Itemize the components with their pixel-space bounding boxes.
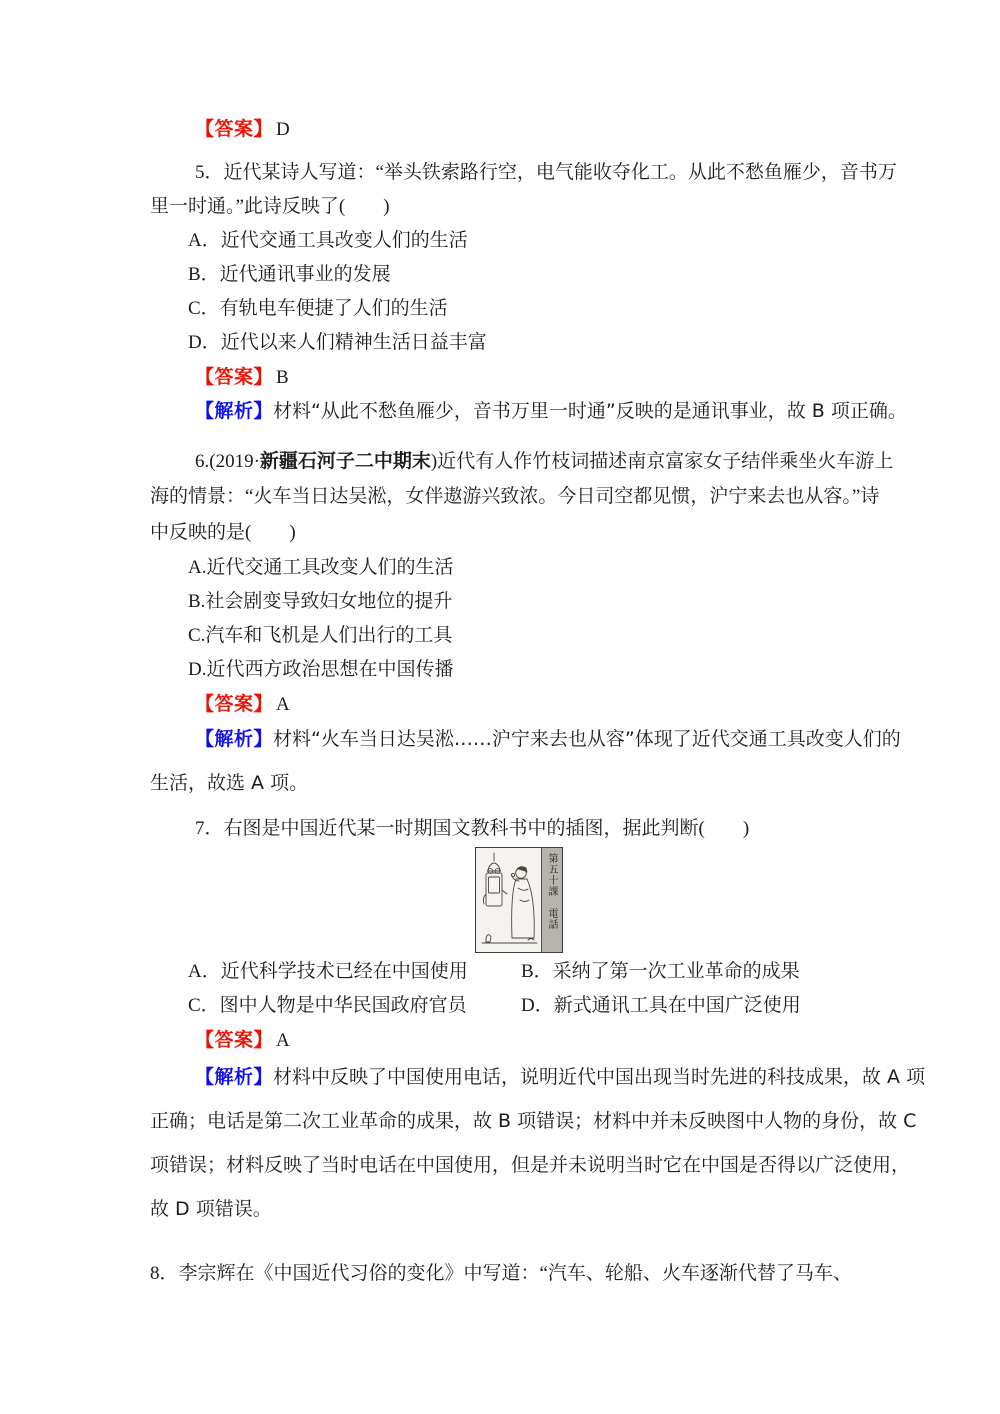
option-line: C.汽车和飞机是人们出行的工具 xyxy=(188,625,453,646)
telephone-sketch xyxy=(476,848,543,951)
textbook-illustration xyxy=(475,847,563,953)
question-6-prefix: 6.(2019· xyxy=(195,451,260,472)
option-line: B．采纳了第一次工业革命的成果 xyxy=(521,961,800,982)
answer-line-q7 xyxy=(150,1023,856,1057)
answer-value: B xyxy=(276,367,289,388)
analysis-text: 材料中反映了中国使用电话，说明近代中国出现当时先进的科技成果，故 A 项 xyxy=(273,1066,926,1088)
answer-label: 【答案】 xyxy=(195,693,274,715)
option-line: B.社会剧变导致妇女地位的提升 xyxy=(188,591,453,612)
analysis-text: 材料“火车当日达吴淞……沪宁来去也从容”体现了近代交通工具改变人们的 xyxy=(273,728,901,750)
question-5-line-1: 5．近代某诗人写道：“举头铁索路行空，电气能收夺化工。从此不愁鱼雁少，音书万 xyxy=(195,162,897,183)
question-5-paragraph xyxy=(150,156,897,224)
answer-line-q5 xyxy=(150,360,856,394)
answer-label: 【答案】 xyxy=(195,366,274,388)
answer-label: 【答案】 xyxy=(195,1029,274,1051)
analysis-7-paragraph xyxy=(150,1055,926,1231)
analysis-label: 【解析】 xyxy=(195,1066,274,1088)
analysis-text: 材料“从此不愁鱼雁少，音书万里一时通”反映的是通讯事业，故 B 项正确。 xyxy=(273,400,907,422)
option-line: B．近代通讯事业的发展 xyxy=(188,264,391,285)
question-6-line-1 xyxy=(150,443,894,479)
option-line: A．近代交通工具改变人们的生活 xyxy=(188,230,468,251)
answer-line-prev xyxy=(150,112,856,146)
question-6-paragraph xyxy=(150,443,894,551)
analysis-line: 正确；电话是第二次工业革命的成果，故 B 项错误；材料中并未反映图中人物的身份，故 C xyxy=(150,1110,917,1132)
option-row xyxy=(150,989,856,1023)
analysis-line xyxy=(150,394,907,428)
answer-value: A xyxy=(276,694,290,715)
analysis-6-paragraph xyxy=(150,717,901,805)
question-6-line-2: 海的情景：“火车当日达吴淞，女伴遨游兴致浓。今日司空都见惯，沪宁来去也从容。”诗 xyxy=(150,486,880,507)
answer-line-q6 xyxy=(150,687,856,721)
question-6-options xyxy=(150,551,856,687)
illustration-caption: 第五十課 電話 xyxy=(541,848,562,952)
question-8-paragraph xyxy=(150,1257,856,1291)
question-6-source: 新疆石河子二中期末 xyxy=(259,450,431,472)
option-line: A．近代科学技术已经在中国使用 xyxy=(188,961,468,982)
page-content xyxy=(150,112,926,1291)
analysis-label: 【解析】 xyxy=(195,728,274,750)
analysis-label: 【解析】 xyxy=(195,400,274,422)
question-5-options xyxy=(150,224,856,360)
question-8-line-1: 8．李宗辉在《中国近代习俗的变化》中写道：“汽车、轮船、火车逐渐代替了马车、 xyxy=(150,1263,852,1284)
question-7-options xyxy=(150,955,856,1023)
analysis-line xyxy=(150,1055,926,1099)
analysis-line xyxy=(150,717,901,761)
analysis-line: 项错误；材料反映了当时电话在中国使用，但是并未说明当时它在中国是否得以广泛使用， xyxy=(150,1154,911,1176)
question-5-line-2: 里一时通。”此诗反映了( ) xyxy=(150,196,390,217)
option-line: C．图中人物是中华民国政府官员 xyxy=(188,995,467,1016)
answer-value: D xyxy=(276,119,290,140)
analysis-line: 故 D 项错误。 xyxy=(150,1198,272,1220)
analysis-line: 生活，故选 A 项。 xyxy=(150,772,309,794)
option-line: C．有轨电车便捷了人们的生活 xyxy=(188,298,448,319)
question-6-stem: )近代有人作竹枝词描述南京富家女子结伴乘坐火车游上 xyxy=(430,451,894,472)
option-line: D．新式通讯工具在中国广泛使用 xyxy=(521,995,801,1016)
option-line: D.近代西方政治思想在中国传播 xyxy=(188,659,454,680)
option-row xyxy=(150,955,856,989)
option-line: D．近代以来人们精神生活日益丰富 xyxy=(188,332,487,353)
option-line: A.近代交通工具改变人们的生活 xyxy=(188,557,454,578)
analysis-5-paragraph xyxy=(150,394,907,428)
answer-label: 【答案】 xyxy=(195,118,274,140)
answer-value: A xyxy=(276,1030,290,1051)
question-6-line-3: 中反映的是( ) xyxy=(150,522,296,543)
question-7-line-1: 7．右图是中国近代某一时期国文教科书中的插图，据此判断( ) xyxy=(195,818,750,839)
question-7-paragraph xyxy=(150,812,856,846)
